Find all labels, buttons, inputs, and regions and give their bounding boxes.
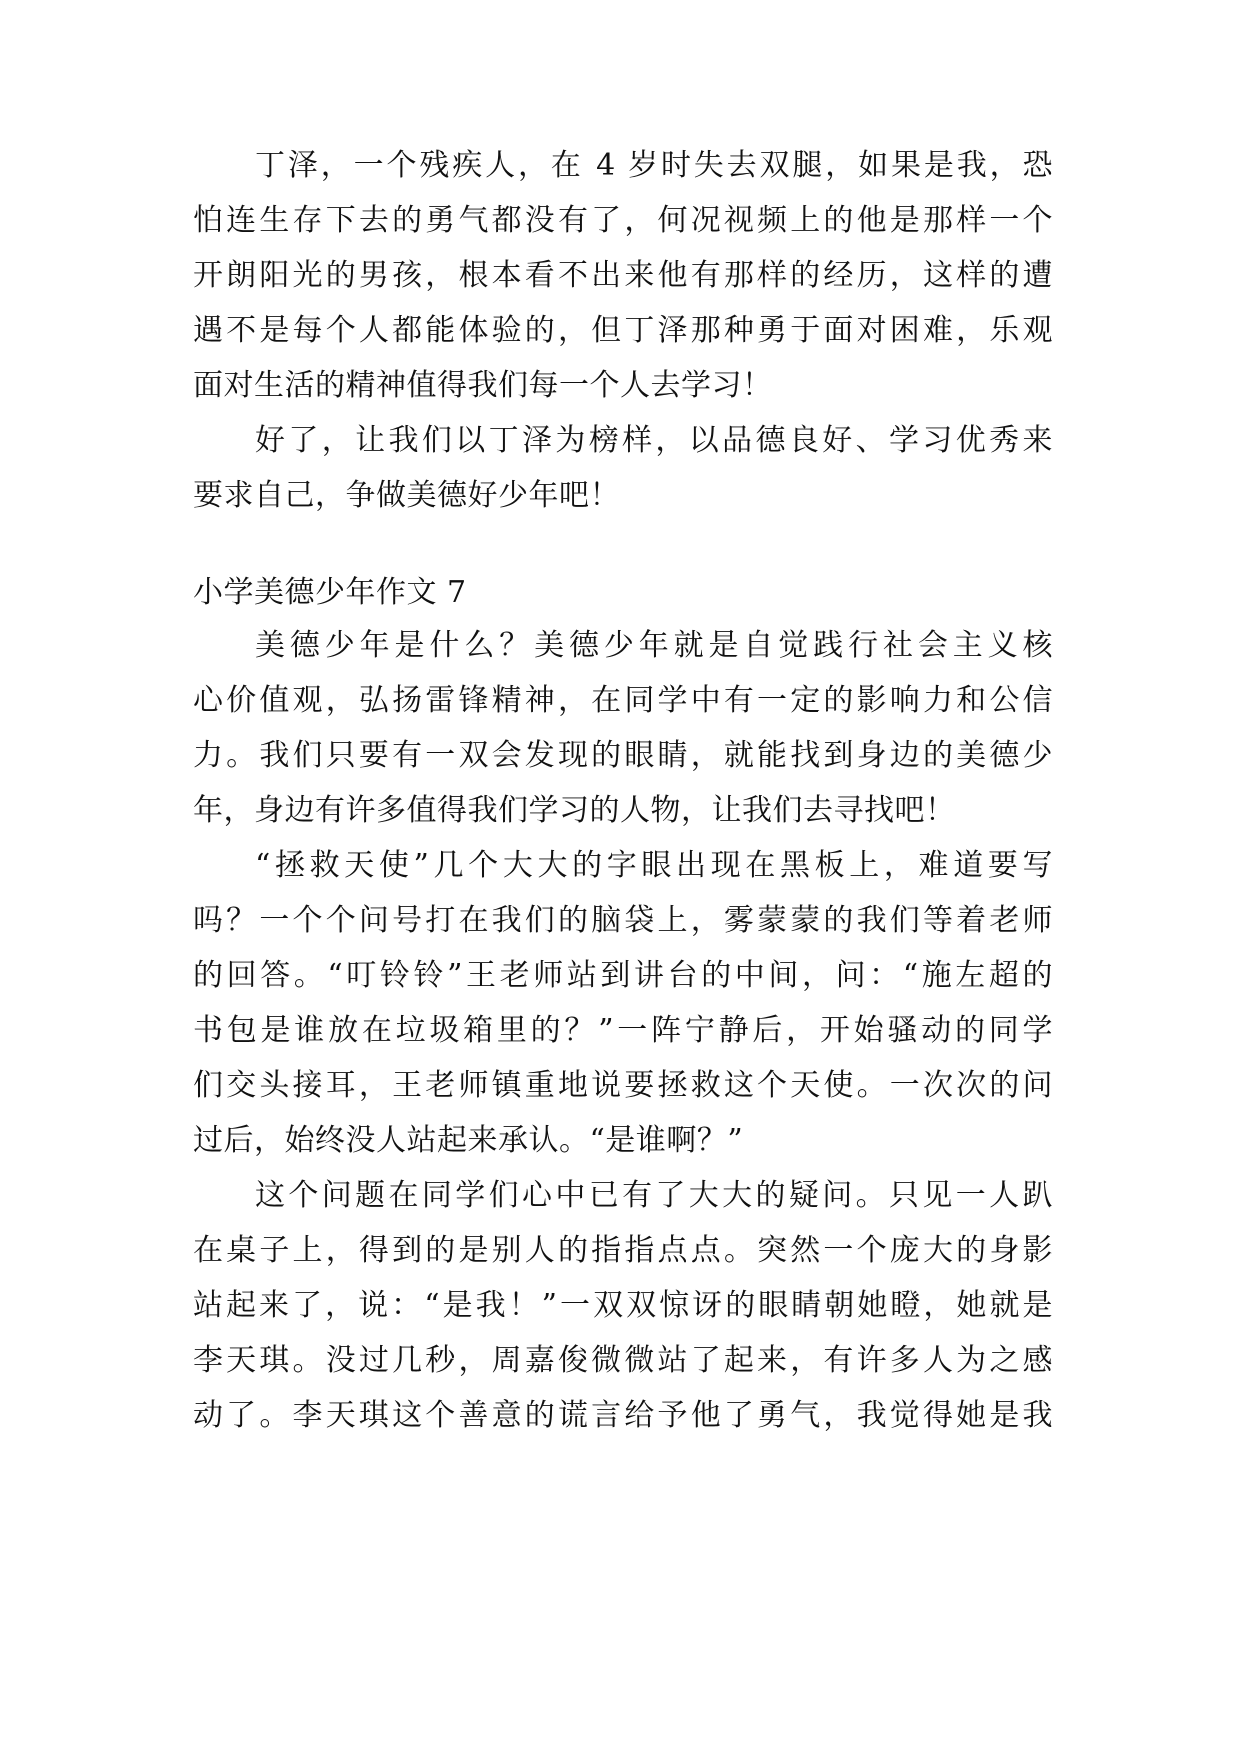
paragraph-1-line-3: 开朗阳光的男孩，根本看不出来他有那样的经历，这样的遭 [193, 258, 1053, 293]
paragraph-1-line-4: 遇不是每个人都能体验的，但丁泽那种勇于面对困难，乐观 [193, 313, 1053, 348]
paragraph-5-line-2: 在桌子上，得到的是别人的指指点点。突然一个庞大的身影 [193, 1233, 1053, 1268]
paragraph-2-line-2: 要求自己，争做美德好少年吧！ [193, 478, 620, 513]
paragraph-2-line-1: 好了，让我们以丁泽为榜样，以品德良好、学习优秀来 [255, 423, 1053, 458]
paragraph-4-line-3: 的回答。“叮铃铃”王老师站到讲台的中间，问：“施左超的 [193, 958, 1053, 993]
section-heading: 小学美德少年作文 7 [193, 575, 467, 610]
paragraph-3-line-4: 年，身边有许多值得我们学习的人物，让我们去寻找吧！ [193, 793, 956, 828]
paragraph-1-line-1: 丁泽，一个残疾人，在 4 岁时失去双腿，如果是我，恐 [255, 148, 1053, 183]
paragraph-3-line-3: 力。我们只要有一双会发现的眼睛，就能找到身边的美德少 [193, 738, 1053, 773]
paragraph-4-line-5: 们交头接耳，王老师镇重地说要拯救这个天使。一次次的问 [193, 1068, 1053, 1103]
paragraph-3-line-2: 心价值观，弘扬雷锋精神，在同学中有一定的影响力和公信 [193, 683, 1053, 718]
paragraph-5-line-5: 动了。李天琪这个善意的谎言给予他了勇气，我觉得她是我 [193, 1398, 1053, 1433]
paragraph-5-line-1: 这个问题在同学们心中已有了大大的疑问。只见一人趴 [255, 1178, 1053, 1213]
paragraph-4-line-2: 吗？一个个问号打在我们的脑袋上，雾蒙蒙的我们等着老师 [193, 903, 1053, 938]
paragraph-4-line-1: “拯救天使”几个大大的字眼出现在黑板上，难道要写 [255, 848, 1053, 883]
paragraph-1-line-2: 怕连生存下去的勇气都没有了，何况视频上的他是那样一个 [193, 203, 1053, 238]
paragraph-5-line-3: 站起来了，说：“是我！”一双双惊讶的眼睛朝她瞪，她就是 [193, 1288, 1053, 1323]
paragraph-3-line-1: 美德少年是什么？美德少年就是自觉践行社会主义核 [255, 628, 1053, 663]
paragraph-4-line-4: 书包是谁放在垃圾箱里的？”一阵宁静后，开始骚动的同学 [193, 1013, 1053, 1048]
paragraph-5-line-4: 李天琪。没过几秒，周嘉俊微微站了起来，有许多人为之感 [193, 1343, 1053, 1378]
paragraph-4-line-6: 过后，始终没人站起来承认。“是谁啊？” [193, 1123, 744, 1158]
paragraph-1-line-5: 面对生活的精神值得我们每一个人去学习！ [193, 368, 773, 403]
